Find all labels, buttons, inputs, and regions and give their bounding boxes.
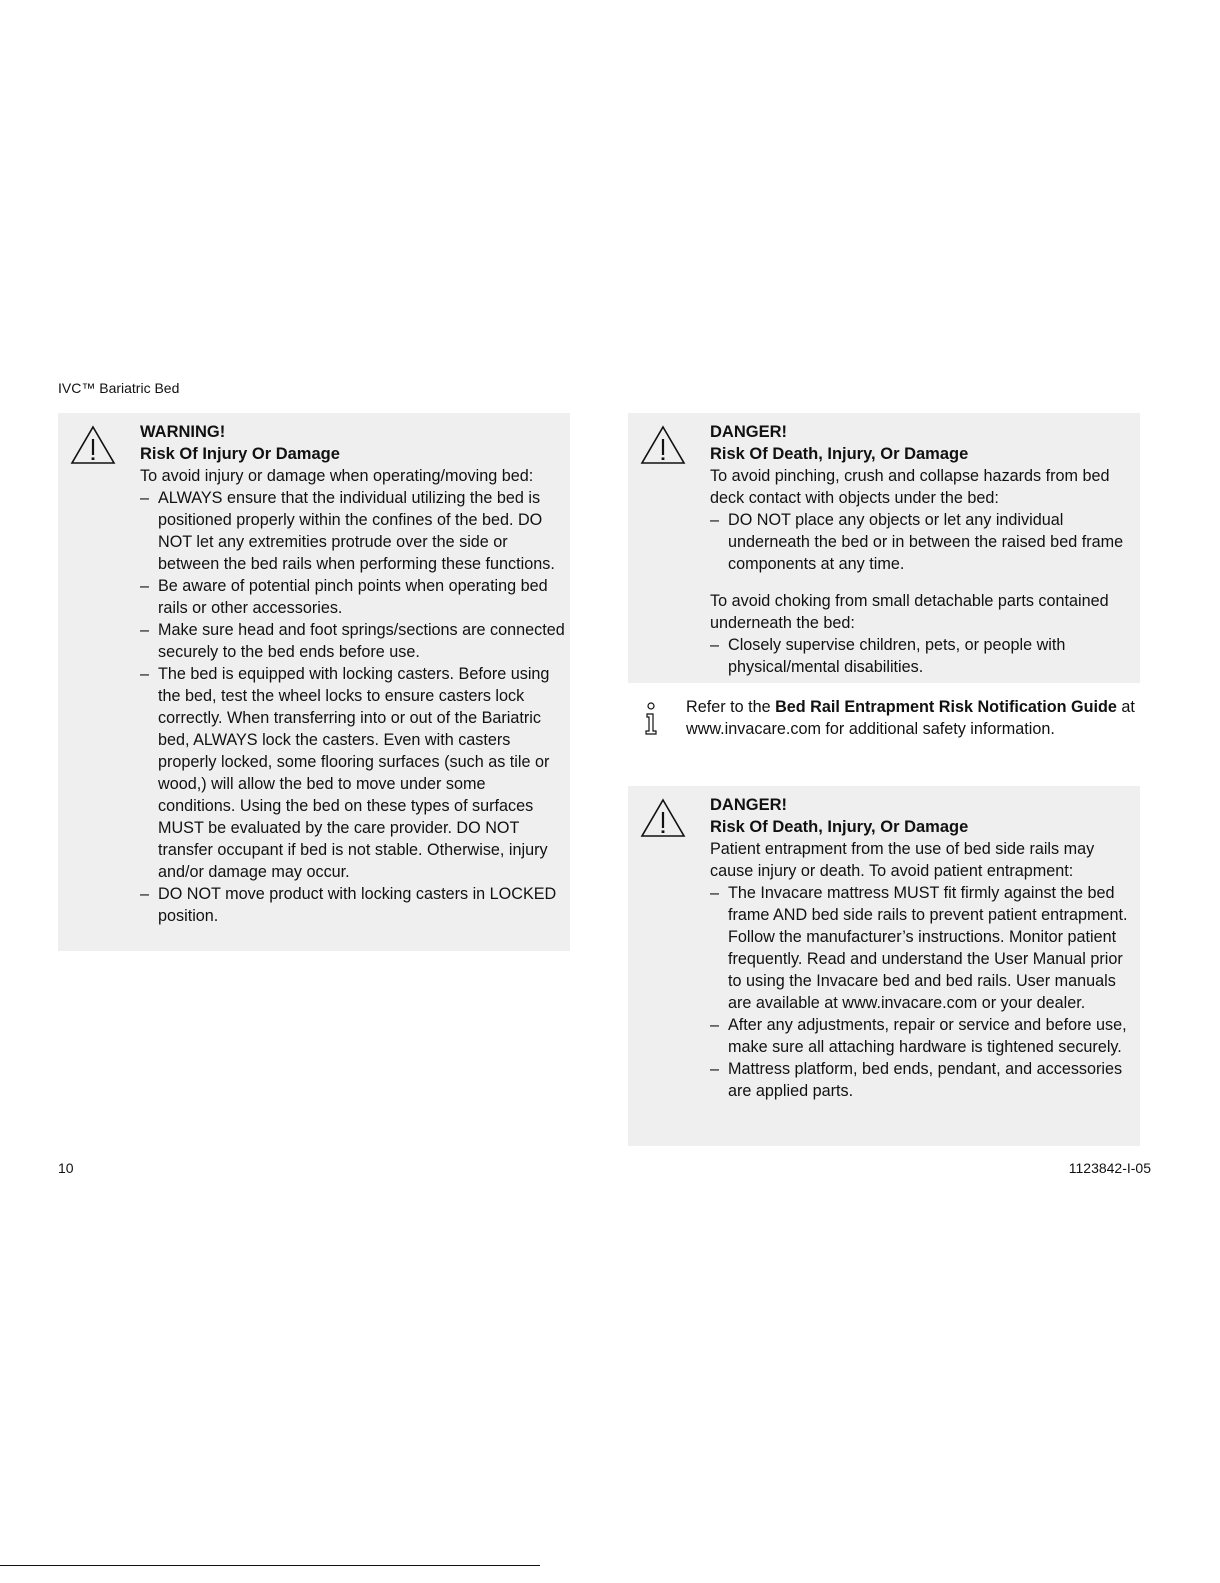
list-item: – The Invacare mattress MUST fit firmly against the bed frame AND bed side rails to prevent patient entrapment. Follow the manufacturer’s instructions. Monitor patient frequently. Read and understand the User Manual prior to using the Invacare bed and bed rails. User manuals are available at www.invacare.com or your dealer. [710,882,1138,1014]
list-item: – The bed is equipped with locking casters. Before using the bed, test the wheel locks to ensure casters lock correctly. When transferring into or out of the Bariatric bed, ALWAYS lock the casters. Even with casters properly locked, some flooring surfaces (such as tile or wood,) will allow the bed to move under some conditions. Using the bed on these types of surfaces MUST be evaluated by the care provider. DO NOT transfer occupant if bed is not stable. Otherwise, injury and/or damage may occur. [140,663,566,883]
danger-2-content [710,794,1138,1102]
warning-triangle-icon [70,425,116,465]
list-item: – Closely supervise children, pets, or people with physical/mental disabilities. [710,634,1134,678]
list-item: – Make sure head and foot springs/sections are connected securely to the bed ends before use. [140,619,566,663]
danger-1-list-2 [710,634,1134,678]
danger-1-intro-2: To avoid choking from small detachable parts contained underneath the bed: [710,592,1109,632]
warning-title: WARNING! [140,423,226,441]
document-code: 1123842-I-05 [1068,1160,1151,1176]
warning-triangle-icon [640,425,686,465]
info-note-guide-title: Bed Rail Entrapment Risk Notification Guide [775,698,1117,716]
warning-box [58,413,570,951]
warning-list [140,487,566,927]
info-note-text [686,696,1140,740]
info-note-suffix: at www.invacare.com for additional safety information. [686,698,1135,738]
danger-2-list [710,882,1138,1102]
list-item: – Be aware of potential pinch points when operating bed rails or other accessories. [140,575,566,619]
warning-triangle-icon [640,798,686,838]
page-edge-line [0,1565,540,1566]
danger-2-intro: Patient entrapment from the use of bed side rails may cause injury or death. To avoid patient entrapment: [710,840,1095,880]
danger-box-2 [628,786,1140,1146]
info-note-prefix: Refer to the [686,698,776,716]
danger-box-1 [628,413,1140,683]
danger-1-list [710,509,1134,575]
list-item: – DO NOT move product with locking casters in LOCKED position. [140,883,566,927]
page-header: IVC™ Bariatric Bed [58,380,180,396]
list-item: – After any adjustments, repair or service and before use, make sure all attaching hardware is tightened securely. [710,1014,1138,1058]
info-icon [640,702,662,736]
danger-2-title: DANGER! [710,796,787,814]
danger-1-title: DANGER! [710,423,787,441]
warning-intro: To avoid injury or damage when operating/moving bed: [140,467,534,485]
danger-1-intro: To avoid pinching, crush and collapse hazards from bed deck contact with objects under the bed: [710,467,1110,507]
danger-1-subtitle: Risk Of Death, Injury, Or Damage [710,445,969,463]
danger-1-content [710,421,1134,678]
warning-content [140,421,566,927]
warning-subtitle: Risk Of Injury Or Damage [140,445,340,463]
danger-2-subtitle: Risk Of Death, Injury, Or Damage [710,818,969,836]
page-number: 10 [58,1160,74,1176]
list-item: – Mattress platform, bed ends, pendant, and accessories are applied parts. [710,1058,1138,1102]
list-item: – DO NOT place any objects or let any individual underneath the bed or in between the raised bed frame components at any time. [710,509,1134,575]
list-item: – ALWAYS ensure that the individual utilizing the bed is positioned properly within the confines of the bed. DO NOT let any extremities protrude over the side or between the bed rails when performing these functions. [140,487,566,575]
